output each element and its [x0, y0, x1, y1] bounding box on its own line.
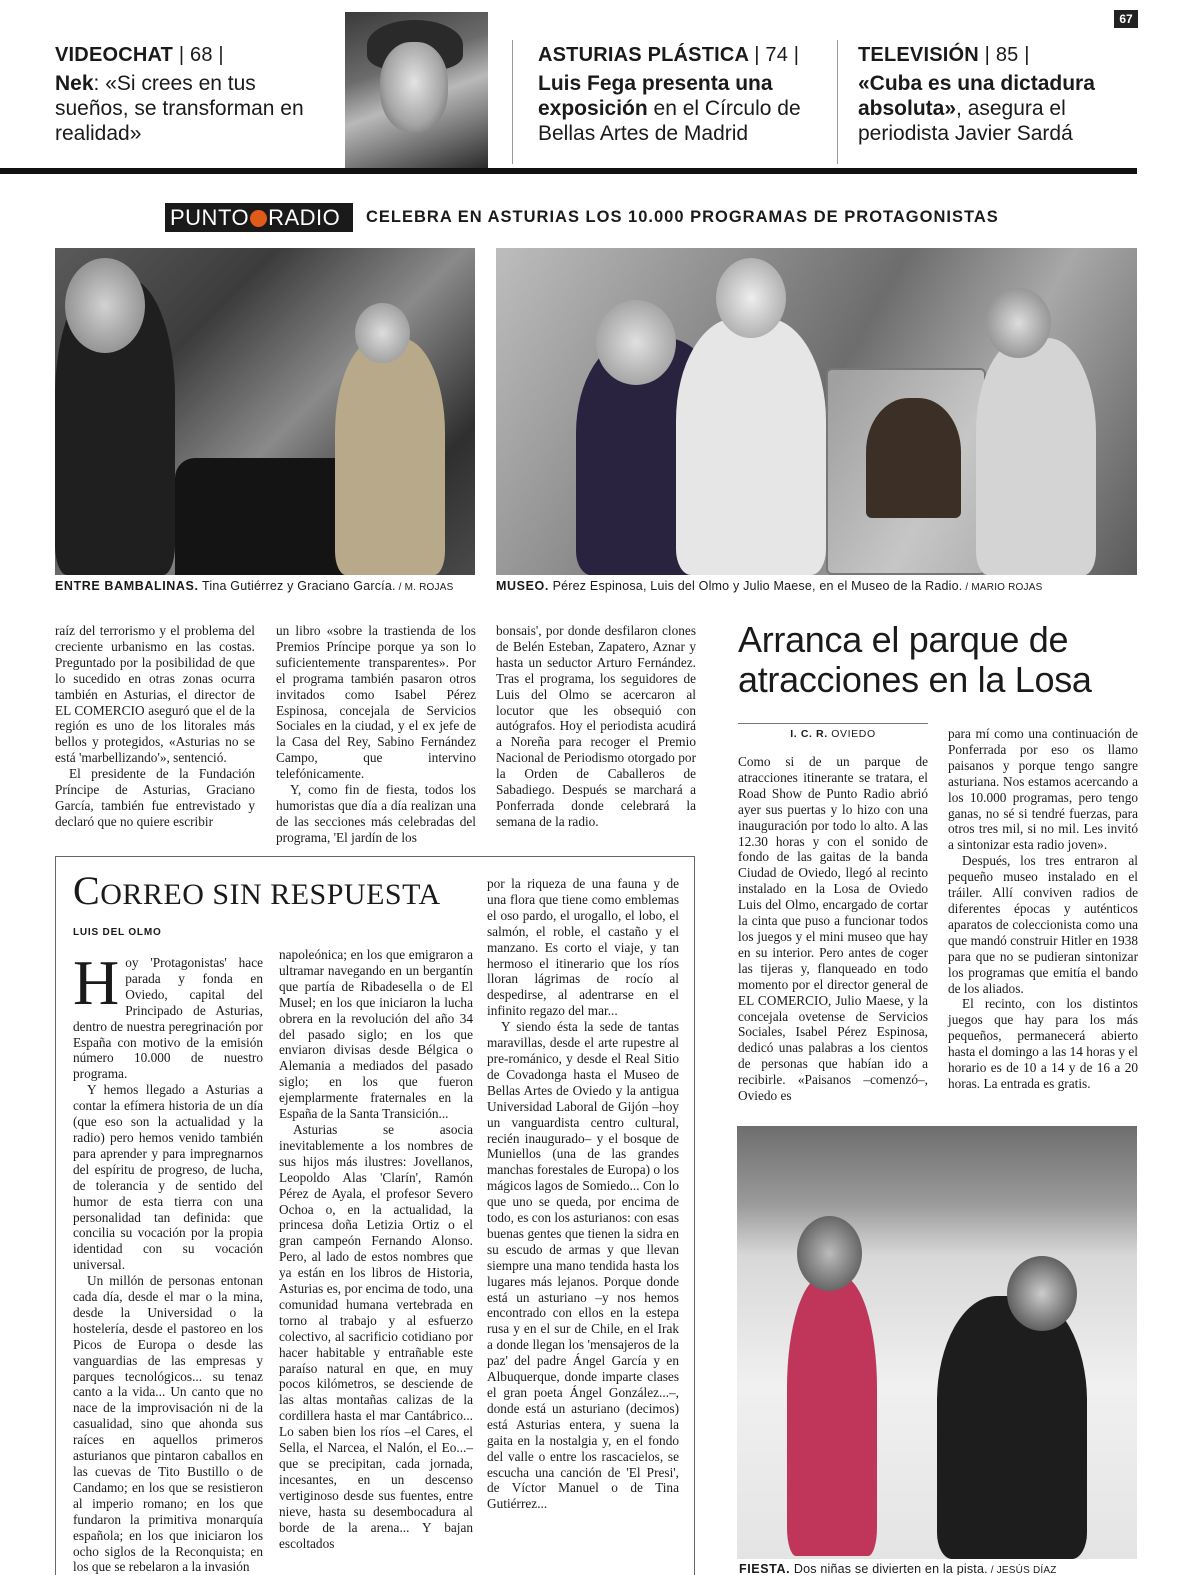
photo-entre-bambalinas — [55, 248, 475, 575]
teaser-videochat[interactable] — [55, 44, 335, 146]
teaser-portrait-image — [345, 12, 488, 168]
teaser-section: ASTURIAS PLÁSTICA | 74 | — [538, 44, 800, 66]
side-author: I. C. R. OVIEDO — [790, 728, 876, 740]
author-rule — [738, 723, 928, 724]
teaser-divider — [512, 40, 513, 164]
drop-cap: H — [73, 947, 120, 1018]
article-column: bonsais', por donde desfilaron clones de Belén Esteban, Zapatero, Aznar y hasta un seductor Arturo Fernández. Tras el programa, los seguidores de Luis del Olmo se acercaron al locutor que les obsequió con autógrafos. Hoy el periodista acudirá a Noreña para recoger el Premio Nacional de Periodismo otorgado por la Orden de Caballeros de Sabadiego. Después se marchará a Ponferrada donde celebrará la semana de la radio. — [496, 623, 696, 829]
photo-caption: FIESTA. Dos niñas se divierten en la pista. / JESÚS DÍAZ — [739, 1562, 1057, 1575]
page-number: 67 — [1114, 10, 1138, 28]
article-column: un libro «sobre la trastienda de los Premios Príncipe porque ya son lo suficientemente transparentes». Por el programa también pasaron otros invitados como Isabel Pérez Espinosa, concejala de Servicios Sociales en la ciudad, y el ex jefe de la Casa del Rey, Sabino Fernández Campo, que intervino telefónicamente. Y, como fin de fiesta, todos los humoristas que día a día realizan una de las secciones más celebradas del programa, 'El jardín de los — [276, 623, 476, 845]
logo-dot-icon — [250, 210, 267, 227]
opinion-column: por la riqueza de una fauna y de una flora que tiene como emblemas el oso pardo, el urogallo, el lobo, el salmón, el roble, el castaño y el manzano. Es corto el viaje, y tan hermoso el itinerario que los ríos lloran lágrimas de rocío al despedirse, al adentrarse en el infinito regazo del mar... Y siendo ésta la sede de tantas maravillas, desde el arte rupestre al pre-románico, y desde el Real Sitio de Covadonga hasta el Museo de Bellas Artes de Oviedo y la antigua Universidad Laboral de Gijón –hoy un vanguardista centro cultural, recién inaugurado– y el bosque de Muniellos (una de las grandes manchas forestales de Europa) o los mágicos lagos de Somiedo... Con lo que uno se queda, por encima de todo, es con los asturianos: con esas buenas gentes que tienen la sidra en su escudo de armas y que llevan siempre una mano tendida hasta los lugares más lejanos. Porque donde está un asturiano –y nos hemos encontrado con ellos en la estepa rusa y en el sur de Chile, en el Irak a donde llegan los 'mensajeros de la paz' del padre Ángel García y en Albuquerque, donde imparte clases el gran poeta Ángel González...–, donde está un asturiano (decimos) está Asturias entera, y suena la gaita en la nostalgia y, en el fondo del valle o entre los rascacielos, se escucha una canción de 'El Presi', de Víctor Manuel o de Tina Gutiérrez... — [487, 876, 679, 1512]
opinion-column: napoleónica; en los que emigraron a ultramar navegando en un bergantín que partía de Ribadesella o de El Musel; en los que iniciaron la lucha obrera en la revolución del año 34 del pasado siglo; en los que enviaron divisas desde Bélgica o Alemania a mediados del pasado siglo; en los que fueron ejemplarmente fraternales en la España de la Santa Transición... Asturias se asocia inevitablemente a los nombres de sus hijos más ilustres: Jovellanos, Leopoldo Alas 'Clarín', Ramón Pérez de Ayala, el profesor Severo Ochoa o, en la actualidad, la princesa doña Letizia Ortiz o el gran campeón Fernando Alonso. Pero, al lado de estos nombres que ya están en los libros de Historia, Asturias es, por encima de todo, una comunidad humana vertebrada en torno al trabajo y al esfuerzo colectivo, al sacrificio cotidiano por hacer habitable y entrañable este paraíso natural en que, en muy pocos kilómetros, se desciende de las altas montañas calizas de la cordillera hasta el mar Cantábrico... Lo saben bien los ríos –el Cares, el Sella, el Narcea, el Nalón, el Eo...– que se precipitan, cada jornada, incesantes, en un descenso vertiginoso desde sus fuentes, entre nieve, hasta su desembocadura al borde de la arena... Y bajan escoltados — [279, 947, 473, 1551]
photo-caption: ENTRE BAMBALINAS. Tina Gutiérrez y Graciano García. / M. ROJAS — [55, 579, 454, 593]
photo-museo — [496, 248, 1137, 575]
teaser-section: TELEVISIÓN | 85 | — [858, 44, 1030, 66]
photo-caption: MUSEO. Pérez Espinosa, Luis del Olmo y Julio Maese, en el Museo de la Radio. / MARIO ROJAS — [496, 579, 1043, 593]
teaser-text: Luis Fega presenta una exposición en el Círculo de Bellas Artes de Madrid — [538, 72, 801, 145]
side-column: para mí como una continuación de Ponferrada por eso os llamo paisanos y porque tengo sangre asturiana. Nos estamos acercando a los 10.000 programas, pero tengo ganas, no sé si tendré fuerzas, para otros tres mil, si no mil. Les invitó a sintonizar esta radio joven». Después, los tres entraron al pequeño museo instalado en el tráiler. Allí conviven radios de diferentes épocas y auténticos aparatos de coleccionista como una que mandó construir Hitler en 1938 para que no se pudieran sintonizar los programas que emitía el bando de los aliados. El recinto, con los distintos juegos que hay para los más pequeños, permanecerá abierto hasta el domingo a las 14 horas y el horario es de 10 a 14 y de 16 a 20 horas. La entrada es gratis. — [948, 726, 1138, 1091]
teaser-text: Nek: «Si crees en tus sueños, se transforman en realidad» — [55, 72, 304, 145]
opinion-column: Hoy 'Protagonistas' hace parada y fonda en Oviedo, capital del Principado de Asturias, dentro de nuestra peregrinación por España con motivo de la emisión número 10.000 de nuestro programa. Y hemos llegado a Asturias a contar la efímera historia de un día (que eso son la actualidad y la radio) pero hemos venido también para aprender y para impregnarnos del espíritu de progreso, de lucha, de tolerancia y de sentido del humor de esta tierra con una personalidad tan definida: que concilia su vocación por la propia identidad con su vocación universal. Un millón de personas entonan cada día, desde el mar o la mina, desde la Universidad o la hostelería, desde el pastoreo en los Picos de Europa o desde las vanguardias de las empresas y parques tecnológicos... su tenaz canto a la vida... Un canto que no nace de la improvisación ni de la casualidad, sino que ahonda sus raíces en aquellos primeros asturianos que pintaron caballos en las cuevas de Tito Bustillo o de Candamo; en los que se resistieron al imperio romano; en los que fundaron la primitiva monarquía española; en los que iniciaron los ocho siglos de la Reconquista; en los que se rebelaron a la invasión — [73, 947, 263, 1575]
teaser-asturias-plastica[interactable] — [538, 44, 828, 146]
section-headline: CELEBRA EN ASTURIAS LOS 10.000 PROGRAMAS DE PROTAGONISTAS — [366, 208, 999, 226]
article-column: raíz del terrorismo y el problema del creciente urbanismo en las costas. Preguntado por la posibilidad de que lo sucedido en otras zonas ocurra también en Asturias, el director de EL COMERCIO aseguró que el de la región es uno de los litorales más bellos y protegidos, «Asturias no se está 'marbellizando'», sentenció. El presidente de la Fundación Príncipe de Asturias, Graciano García, también fue entrevistado y declaró que no quiere escribir — [55, 623, 255, 829]
punto-radio-logo: PUNTO RADIO — [165, 203, 353, 232]
teaser-television[interactable] — [858, 44, 1148, 146]
teaser-text: «Cuba es una dictadura absoluta», asegura el periodista Javier Sardá — [858, 72, 1095, 145]
top-rule — [0, 168, 1137, 174]
photo-fiesta — [737, 1126, 1137, 1559]
teaser-divider — [837, 40, 838, 164]
side-column: Como si de un parque de atracciones itinerante se tratara, el Road Show de Punto Radio abrió ayer sus puertas y lo hizo con una inauguración por todo lo alto. A las 12.30 horas y con el sonido de fondo de las gaitas de la banda Ciudad de Oviedo, llegó al recinto instalado en la Losa de Oviedo Luis del Olmo, encargado de cortar la cinta que puso a funcionar todos los juegos y el mini museo que hay en su interior. Pero antes de coger las tijeras y, flanqueado en todo momento por el director general de EL COMERCIO, Julio Maese, y la concejala ovetense de Servicios Sociales, Isabel Pérez Espinosa, dedicó unas palabras a los cientos de personas que habían ido a recibirle. «Paisanos –comenzó–, Oviedo es — [738, 754, 928, 1104]
opinion-title: CORREO SIN RESPUESTA — [73, 868, 441, 913]
opinion-byline: LUIS DEL OLMO — [73, 927, 162, 938]
side-headline: Arranca el parque de atracciones en la Losa — [738, 619, 1092, 700]
teaser-section: VIDEOCHAT | 68 | — [55, 44, 224, 66]
